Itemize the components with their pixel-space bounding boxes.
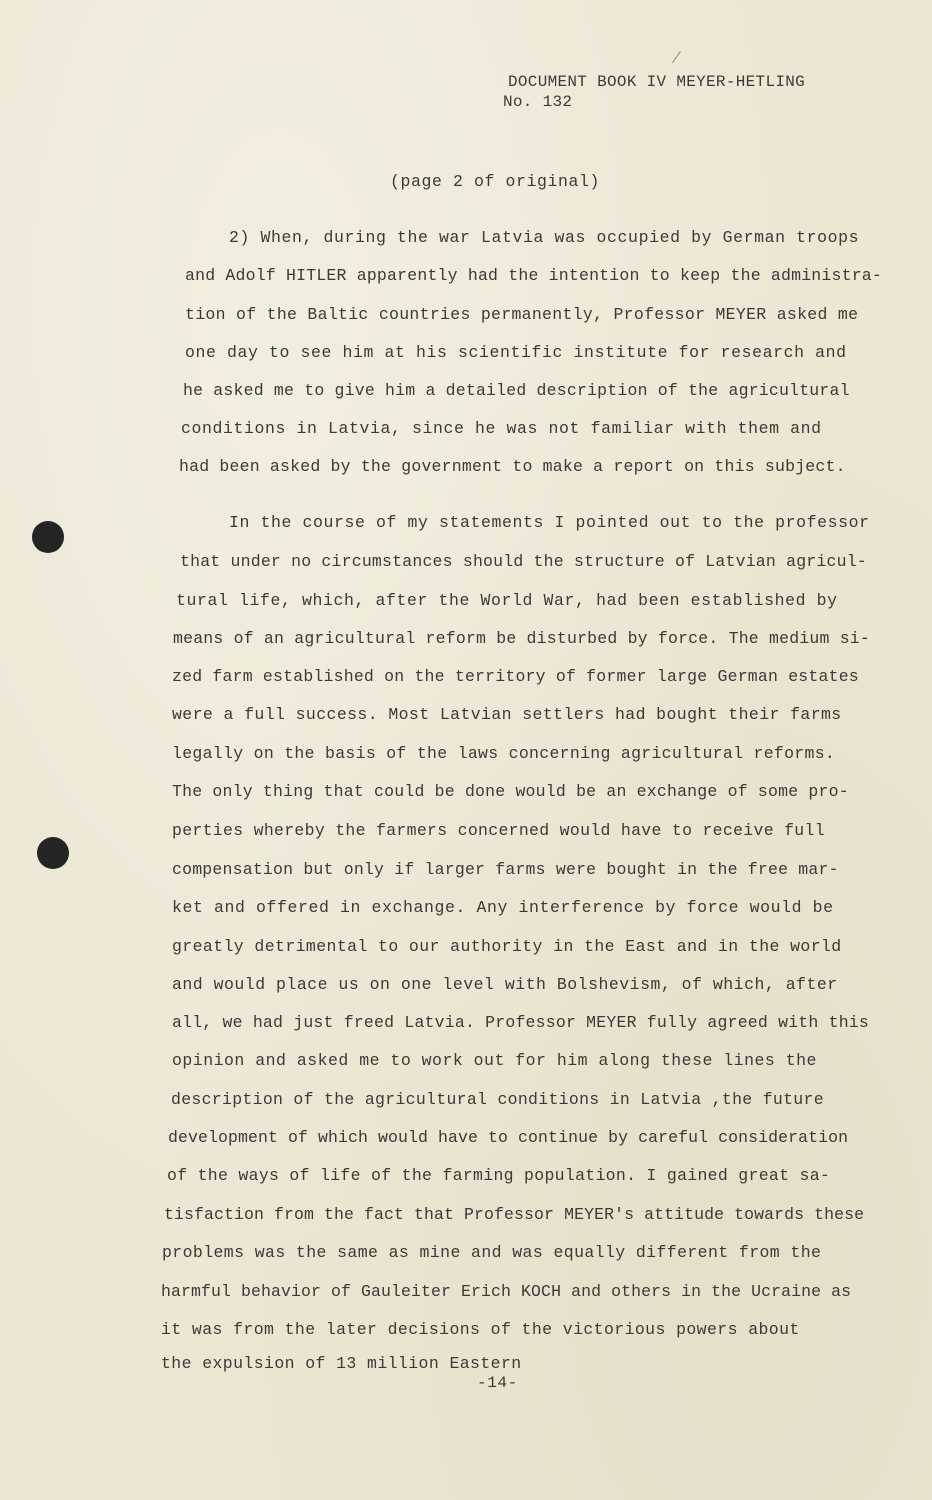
punch-hole-top <box>32 521 64 553</box>
header-number: No. 132 <box>503 93 573 111</box>
text-line: tisfaction from the fact that Professor MEYER's attitude towards these <box>164 1205 865 1224</box>
text-line: greatly detrimental to our authority in the East and in the world <box>172 937 842 956</box>
text-line: of the ways of life of the farming population. I gained great sa- <box>167 1166 831 1185</box>
text-line: were a full success. Most Latvian settlers had bought their farms <box>172 705 842 724</box>
text-line: perties whereby the farmers concerned would have to receive full <box>172 821 825 840</box>
text-line: compensation but only if larger farms were bought in the free mar- <box>172 860 839 879</box>
header-title: DOCUMENT BOOK IV MEYER-HETLING <box>508 73 806 91</box>
text-line: The only thing that could be done would be an exchange of some pro- <box>172 782 849 801</box>
text-line: 2) When, during the war Latvia was occupied by German troops <box>229 228 860 247</box>
text-line: conditions in Latvia, since he was not familiar with them and <box>181 419 822 438</box>
text-line: description of the agricultural conditions in Latvia ,the future <box>171 1090 824 1109</box>
text-line: and would place us on one level with Bolshevism, of which, after <box>172 975 838 994</box>
page-number: -14- <box>477 1374 518 1392</box>
text-line: legally on the basis of the laws concerning agricultural reforms. <box>172 744 836 763</box>
text-line: tion of the Baltic countries permanently, Professor MEYER asked me <box>185 305 859 324</box>
punch-hole-bottom <box>37 837 69 869</box>
text-line: the expulsion of 13 million Eastern <box>161 1354 522 1373</box>
text-line: means of an agricultural reform be disturbed by force. The medium si- <box>173 629 871 648</box>
text-line: one day to see him at his scientific institute for research and <box>185 343 847 362</box>
text-line: problems was the same as mine and was equally different from the <box>162 1243 822 1262</box>
text-line: development of which would have to continue by careful consideration <box>168 1128 849 1147</box>
text-line: that under no circumstances should the structure of Latvian agricul- <box>180 552 867 571</box>
text-line: tural life, which, after the World War, had been established by <box>176 591 838 610</box>
text-line: and Adolf HITLER apparently had the intention to keep the administra- <box>185 266 883 285</box>
text-line: opinion and asked me to work out for him along these lines the <box>172 1051 817 1070</box>
text-line: ket and offered in exchange. Any interference by force would be <box>172 898 834 917</box>
text-line: In the course of my statements I pointed out to the professor <box>229 513 870 532</box>
text-line: all, we had just freed Latvia. Professor MEYER fully agreed with this <box>172 1013 870 1032</box>
page-subtitle: (page 2 of original) <box>390 172 601 191</box>
text-line: harmful behavior of Gauleiter Erich KOCH and others in the Ucraine as <box>161 1282 852 1301</box>
text-line: zed farm established on the territory of former large German estates <box>172 667 859 686</box>
text-line: had been asked by the government to make a report on this subject. <box>179 457 846 476</box>
text-line: he asked me to give him a detailed description of the agricultural <box>183 381 850 400</box>
text-line: it was from the later decisions of the victorious powers about <box>161 1320 800 1339</box>
